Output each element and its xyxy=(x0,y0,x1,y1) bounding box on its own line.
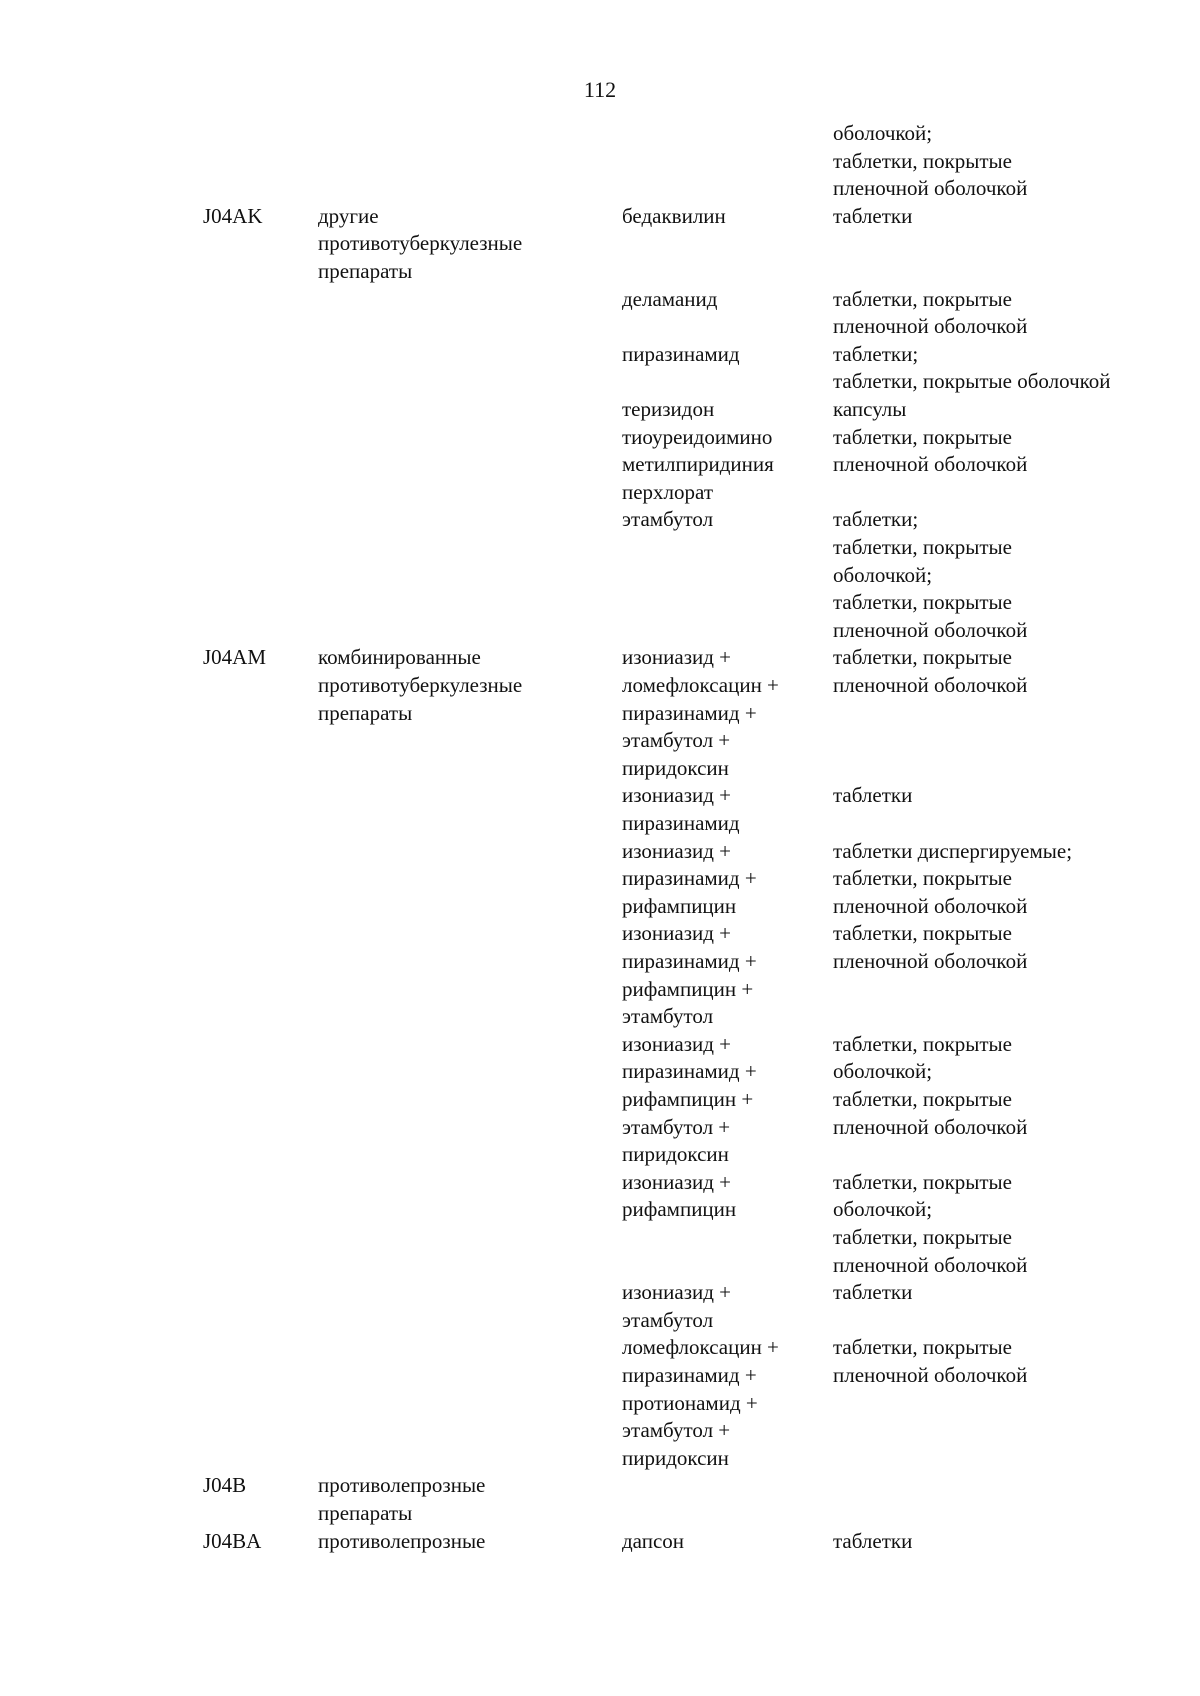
table-row xyxy=(0,1279,1200,1334)
table-row xyxy=(0,396,1200,424)
drug-name: деламанид xyxy=(622,286,718,311)
table-row xyxy=(0,644,1200,782)
dosage-form: капсулы xyxy=(833,396,907,421)
atc-code: J04AK xyxy=(203,203,263,228)
dosage-form: таблетки, покрытые пленочной оболочкой xyxy=(833,645,1028,697)
drug-name: тиоуреидоимино метилпиридиния перхлорат xyxy=(622,424,774,504)
table-row xyxy=(0,424,1200,507)
group-name: противолепрозные xyxy=(318,1528,486,1553)
table-row xyxy=(0,286,1200,341)
dosage-form: таблетки, покрытые пленочной оболочкой xyxy=(833,1335,1028,1387)
dosage-form: таблетки xyxy=(833,1280,913,1305)
drug-name: изониазид + пиразинамид + рифампицин + этамбутол xyxy=(622,921,757,1029)
table-row xyxy=(0,1472,1200,1527)
dosage-form: таблетки; таблетки, покрытые оболочкой xyxy=(833,341,1111,394)
dosage-form: таблетки xyxy=(833,1528,913,1553)
drug-name: изониазид + пиразинамид + рифампицин xyxy=(622,838,757,918)
group-name: другие противотуберкулезные препараты xyxy=(318,203,523,283)
table-row xyxy=(0,120,1200,203)
table-row xyxy=(0,1528,1200,1556)
dosage-form: таблетки xyxy=(833,783,913,808)
drug-name: пиразинамид xyxy=(622,341,740,366)
atc-code: J04B xyxy=(203,1473,247,1498)
table-row xyxy=(0,203,1200,286)
drug-name: бедаквилин xyxy=(622,203,726,228)
drug-name: изониазид + рифампицин xyxy=(622,1169,737,1222)
dosage-form: оболочкой; таблетки, покрытые пленочной оболочкой xyxy=(833,121,1028,201)
table-row xyxy=(0,1031,1200,1169)
dosage-form: таблетки, покрытые пленочной оболочкой xyxy=(833,921,1028,973)
drug-name: изониазид + пиразинамид xyxy=(622,783,740,835)
dosage-form: таблетки; таблетки, покрытые оболочкой; таблетки, покрытые пленочной оболочкой xyxy=(833,507,1028,642)
table-row xyxy=(0,920,1200,1030)
dosage-form: таблетки, покрытые оболочкой; таблетки, покрытые пленочной оболочкой xyxy=(833,1169,1028,1277)
table-row xyxy=(0,506,1200,644)
table-row xyxy=(0,1334,1200,1472)
drug-name: этамбутол xyxy=(622,507,714,532)
drug-name: изониазид + ломефлоксацин + пиразинамид + этамбутол + пиридоксин xyxy=(622,645,779,780)
dosage-form: таблетки, покрытые пленочной оболочкой xyxy=(833,286,1028,339)
page-number: 112 xyxy=(583,77,617,102)
dosage-form: таблетки xyxy=(833,203,913,228)
group-name: противолепрозные препараты xyxy=(318,1473,486,1525)
table-row xyxy=(0,1169,1200,1279)
drug-name: изониазид + пиразинамид + рифампицин + этамбутол + пиридоксин xyxy=(622,1031,757,1167)
group-name: комбинированные противотуберкулезные препараты xyxy=(318,645,523,725)
dosage-form: таблетки, покрытые оболочкой; таблетки, покрытые пленочной оболочкой xyxy=(833,1031,1028,1139)
table-row xyxy=(0,782,1200,837)
drug-name: дапсон xyxy=(622,1528,685,1553)
atc-code: J04AM xyxy=(203,645,267,670)
table-row xyxy=(0,838,1200,921)
dosage-form: таблетки, покрытые пленочной оболочкой xyxy=(833,424,1028,477)
drug-name: ломефлоксацин + пиразинамид + протионамид + этамбутол + пиридоксин xyxy=(622,1335,779,1470)
atc-code: J04BA xyxy=(203,1528,262,1553)
drug-name: изониазид + этамбутол xyxy=(622,1280,732,1332)
drug-table xyxy=(0,120,1200,1555)
dosage-form: таблетки диспергируемые; таблетки, покрытые пленочной оболочкой xyxy=(833,838,1073,918)
drug-name: теризидон xyxy=(622,396,715,421)
table-row xyxy=(0,341,1200,396)
